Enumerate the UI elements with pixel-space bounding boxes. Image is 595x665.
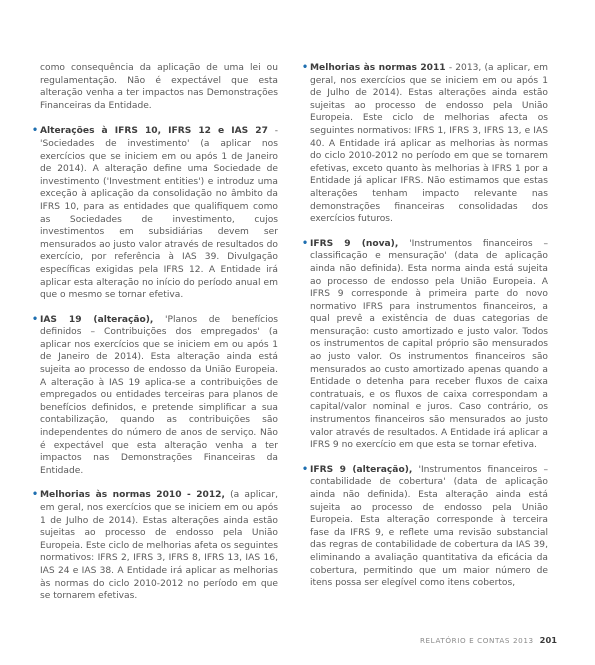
list-item <box>32 313 279 478</box>
item-body: 'Instrumentos financeiros – contabilidade de cobertura' (data de aplicação ainda não definida). Esta alteração ainda está sujeita ao processo de endosso pela União Europeia. Esta alteração corresponde à terceira fase da IFRS 9, e reflete uma revisão substancial das regras de contabilidade de cobertura da IAS 39, eliminando a avaliação quantitativa da eficácia da cobertura, permitindo que um maior número de itens possa ser elegível como itens cobertos, <box>310 464 548 589</box>
item-heading: IAS 19 (alteração), <box>40 314 154 325</box>
item-heading: IFRS 9 (nova), <box>310 238 399 249</box>
right-column <box>302 62 549 590</box>
item-heading: IFRS 9 (alteração), <box>310 464 413 475</box>
item-body: 'Planos de benefícios definidos – Contribuições dos empregados' (a aplicar nos exercícios que se iniciem em ou após 1 de Janeiro de 2014). Esta alteração ainda está sujeita ao processo de endosso da União Europeia. A alteração à IAS 19 aplica-se a contribuições de empregados ou entidades terceiras para planos de benefícios definidos, e pretende simplificar a sua contabilização, quando as contribuições são independentes do número de anos de serviço. Não é expectável que esta alteração venha a ter impactos nas Demonstrações Financeiras da Entidade. <box>40 314 279 476</box>
page-number: 201 <box>539 635 557 645</box>
page-footer <box>420 635 557 645</box>
bullet-icon: • <box>32 489 39 501</box>
list-item <box>32 489 278 602</box>
list-item <box>302 237 549 452</box>
continuation-paragraph: como consequência da aplicação de uma lei ou regulamentação. Não é expectável que esta alteração venha a ter impactos nas Demonstrações Financeiras da Entidade. <box>40 63 278 111</box>
bullet-icon: • <box>302 237 309 249</box>
list-item <box>302 62 548 226</box>
item-body: (a aplicar, em geral, nos exercícios que se iniciem em ou após 1 de Julho de 2014). Estas alterações ainda estão sujeitas ao processo de endosso pela União Europeia. Este ciclo de melhorias afeta os seguintes normativos: IFRS 2, IFRS 3, IFRS 8, IFRS 13, IAS 16, IAS 24 e IAS 38. A Entidade irá aplicar as melhorias às normas do ciclo 2010-2012 no período em que se tornarem efetivas. <box>40 490 278 602</box>
item-heading: Alterações à IFRS 10, IFRS 12 e IAS 27 <box>40 126 268 137</box>
item-body: 'Instrumentos financeiros – classificação e mensuração' (data de aplicação ainda não definida). Esta norma ainda está sujeita ao processo de endosso pela União Europeia. A IFRS 9 corresponde à primeira parte do novo normativo IFRS para instrumentos financeiros, a qual prevê a existência de duas categorias de mensuração: custo amortizado e justo valor. Todos os instrumentos de capital próprio são mensurados ao justo valor. Os instrumentos financeiros são mensurados ao custo amortizado apenas quando a Entidade o detenha para receber fluxos de caixa contratuais, e os fluxos de caixa correspondam a capital/valor nominal e juros. Caso contrário, os instrumentos financeiros são mensurados ao justo valor através de resultados. A Entidade irá aplicar a IFRS 9 no exercício em que esta se tornar efetiva. <box>310 238 549 451</box>
list-item <box>32 125 278 301</box>
item-heading: Melhorias às normas 2011 <box>310 63 446 73</box>
bullet-icon: • <box>32 125 39 137</box>
bullet-icon: • <box>32 313 39 325</box>
item-body: - 'Sociedades de investimento' (a aplicar nos exercícios que se iniciem em ou após 1 de Janeiro de 2014). A alteração define uma Sociedade de investimento ('Investment entities') e introduz uma exceção à aplicação da consolidação no âmbito da IFRS 10, para as entidades que qualifiquem como as Sociedades de investimento, cujos investimentos em subsidiárias devem ser mensurados ao justo valor através de resultados do exercício, por referência à IAS 39. Divulgação específicas exigidas pela IFRS 12. A Entidade irá aplicar esta alteração no início do período anual em que o mesmo se tornar efetiva. <box>40 126 278 301</box>
list-item <box>302 463 548 590</box>
item-body: - 2013, (a aplicar, em geral, nos exercícios que se iniciem em ou após 1 de Julho de 2014). Estas alterações ainda estão sujeitas ao processo de endosso pela União Europeia. Este ciclo de melhorias afecta os seguintes normativos: IFRS 1, IFRS 3, IFRS 13, e IAS 40. A Entidade irá aplicar as melhorias às normas do ciclo 2010-2012 no período em que se tornarem efetivas, exceto quanto às melhorias à IFRS 1 por a Entidade já aplicar IFRS. Não estimamos que estas alterações tenham impacto relevante nas demonstrações financeiras consolidadas dos exercícios futuros. <box>310 63 548 225</box>
bullet-icon: • <box>302 463 309 475</box>
footer-label: RELATÓRIO E CONTAS 2013 <box>419 636 534 645</box>
bullet-icon: • <box>302 62 309 73</box>
left-column <box>32 62 279 603</box>
item-heading: Melhorias às normas 2010 - 2012, <box>40 490 225 501</box>
